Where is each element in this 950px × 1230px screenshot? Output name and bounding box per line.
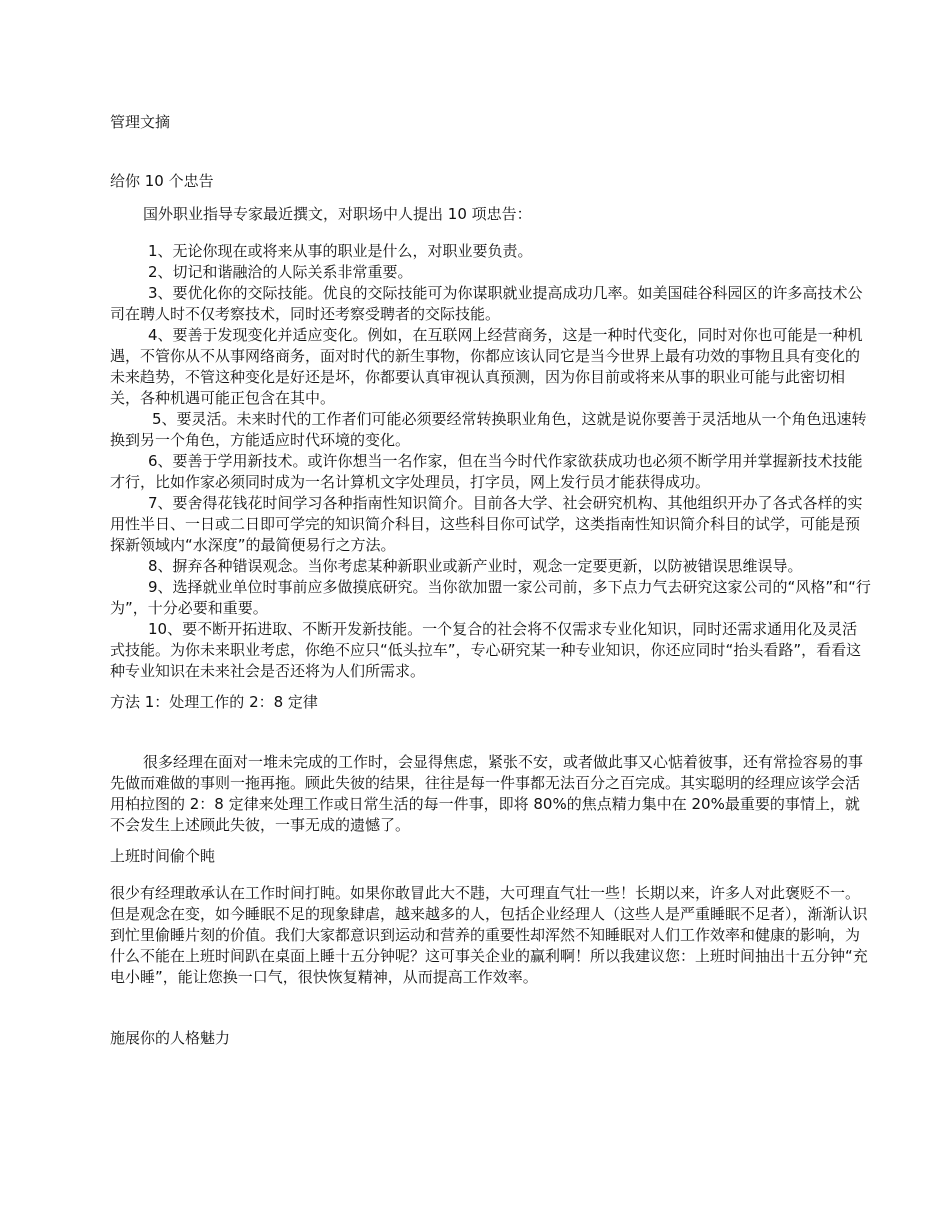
tip-item-10: 10、要不断开拓进取、不断开发新技能。一个复合的社会将不仅需求专业化知识，同时还需求通用化及灵活式技能。为你未来职业考虑，你绝不应只“低头拉车”，专心研究某一种专业知识，你还应同时“抬头看路”，看看这种专业知识在未来社会是否还将为人们所需求。 bbox=[110, 620, 862, 680]
tip-item-5: 5、要灵活。未来时代的工作者们可能必须要经常转换职业角色，这就是说你要善于灵活地从一个角色迅速转换到另一个角色，方能适应时代环境的变化。 bbox=[110, 410, 867, 449]
section-title-nap: 上班时间偷个盹 bbox=[110, 847, 216, 865]
tips-list bbox=[110, 241, 872, 682]
tip-item-7: 7、要舍得花钱花时间学习各种指南性知识简介。目前各大学、社会研究机构、其他组织开办了各式各样的实用性半日、一日或二日即可学完的知识简介科目，这些科目你可试学，这类指南性知识简介科目的试学，可能是预探新领域内“水深度”的最简便易行之方法。 bbox=[110, 494, 863, 554]
document-category: 管理文摘 bbox=[110, 113, 171, 131]
tip-item-8: 8、摒弃各种错误观念。当你考虑某种新职业或新产业时，观念一定要更新，以防被错误思维误导。 bbox=[148, 557, 803, 575]
section-body-nap: 很少有经理敢承认在工作时间打盹。如果你敢冒此大不韪，大可理直气壮一些！长期以来，许多人对此褒贬不一。但是观念在变，如今睡眠不足的现象肆虐，越来越多的人，包括企业经理人（这些人是严重睡眠不足者），渐渐认识到忙里偷睡片刻的价值。我们大家都意识到运动和营养的重要性却浑然不知睡眠对人们工作效率和健康的影响，为什么不能在上班时间趴在桌面上睡十五分钟呢？这可事关企业的赢利啊！所以我建议您：上班时间抽出十五分钟“充电小睡”，能让您换一口气，很快恢复精神，从而提高工作效率。 bbox=[110, 884, 868, 986]
tip-item-6: 6、要善于学用新技术。或许你想当一名作家，但在当今时代作家欲获成功也必须不断学用并掌握新技术技能才行，比如作家必须同时成为一名计算机文字处理员，打字员，网上发行员才能获得成功。 bbox=[110, 452, 863, 491]
tip-item-2: 2、切记和谐融洽的人际关系非常重要。 bbox=[148, 263, 413, 281]
section-title-charisma: 施展你的人格魅力 bbox=[110, 1029, 231, 1047]
tip-item-4: 4、要善于发现变化并适应变化。例如，在互联网上经营商务，这是一种时代变化，同时对你也可能是一种机遇，不管你从不从事网络商务，面对时代的新生事物，你都应该认同它是当今世界上最有功效的事物且具有变化的未来趋势，不管这种变化是好还是坏，你都要认真审视认真预测，因为你目前或将来从事的职业可能与此密切相关，各种机遇可能正包含在其中。 bbox=[110, 326, 863, 407]
tip-item-9: 9、选择就业单位时事前应多做摸底研究。当你欲加盟一家公司前，多下点力气去研究这家公司的“风格”和“行为”，十分必要和重要。 bbox=[110, 578, 871, 617]
tip-item-1: 1、无论你现在或将来从事的职业是什么，对职业要负责。 bbox=[148, 242, 533, 260]
tip-item-3: 3、要优化你的交际技能。优良的交际技能可为你谋职就业提高成功几率。如美国硅谷科园区的许多高技术公司在聘人时不仅考察技术，同时还考察受聘者的交际技能。 bbox=[110, 284, 863, 323]
section-title-ten-tips: 给你 10 个忠告 bbox=[110, 172, 214, 190]
section-body-method-1: 很多经理在面对一堆未完成的工作时，会显得焦虑，紧张不安，或者做此事又心惦着彼事，还有常捡容易的事先做而难做的事则一拖再拖。顾此失彼的结果，往往是每一件事都无法百分之百完成。其实聪明的经理应该学会活用柏拉图的 2：8 定律来处理工作或日常生活的每一件事，即将 80%的焦点精力集中在 20%最重要的事情上，就不会发生上述顾此失彼，一事无成的遗憾了。 bbox=[110, 753, 864, 834]
section-intro: 国外职业指导专家最近撰文，对职场中人提出 10 项忠告： bbox=[143, 205, 532, 223]
section-title-method-1: 方法 1：处理工作的 2：8 定律 bbox=[110, 693, 318, 711]
document-body bbox=[110, 112, 872, 1049]
